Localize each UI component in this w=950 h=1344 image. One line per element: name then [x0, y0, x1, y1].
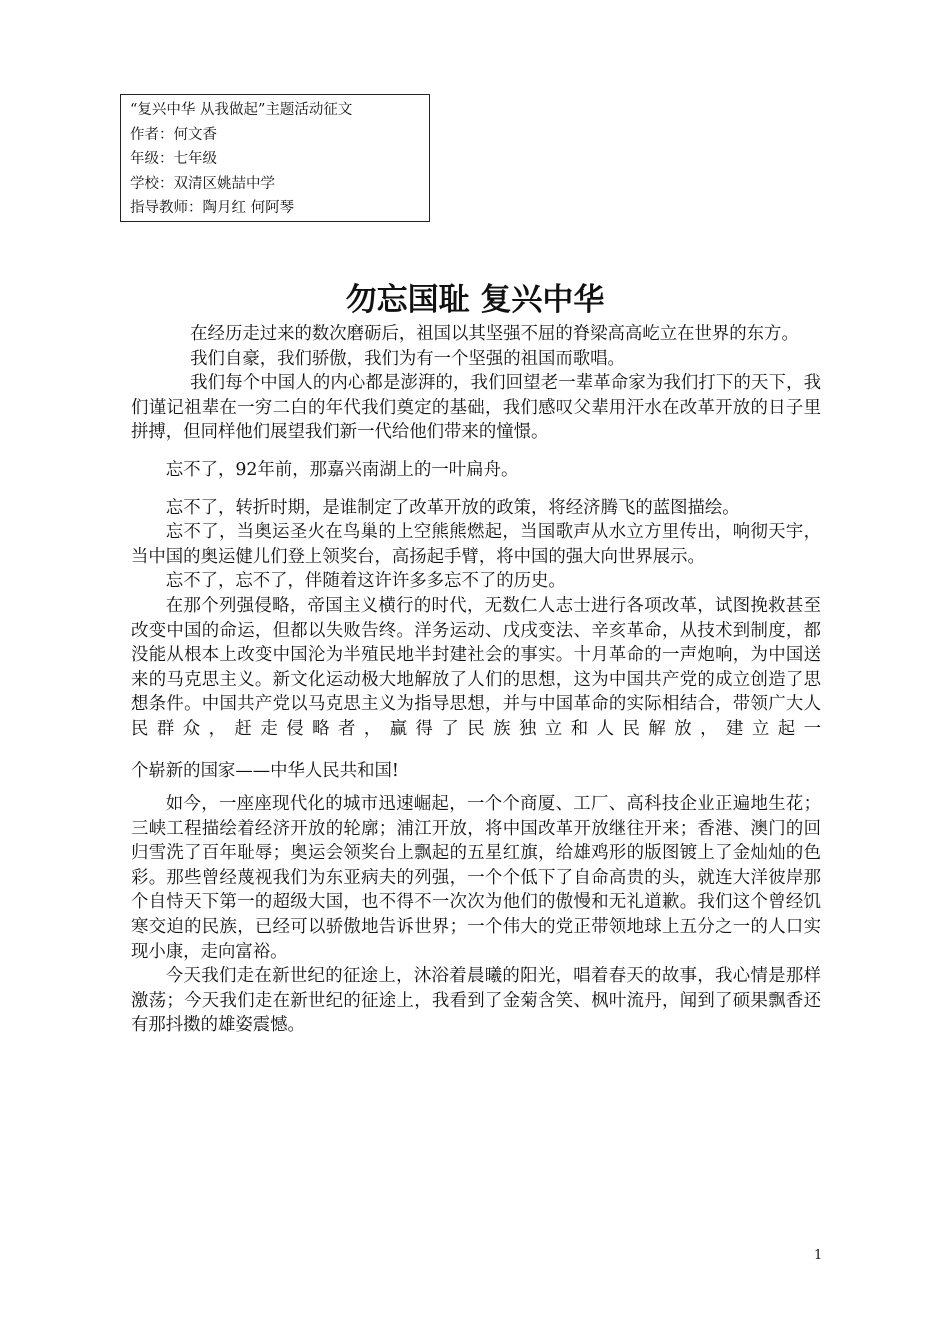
- essay-title: 勿忘国耻 复兴中华: [345, 282, 605, 318]
- paragraph: 个崭新的国家——中华人民共和国!: [131, 760, 399, 781]
- grade-line: 年级：七年级: [130, 151, 217, 167]
- paragraph: 如今，一座座现代化的城市迅速崛起，一个个商厦、工厂、高科技企业正遍地生花；三峡工程描绘着经济开放的轮廓；浦江开放，将中国改革开放继往开来；香港、澳门的回归雪洗了百年耻辱；奥运会领奖台上飘起的五星红旗，给雄鸡形的版图镀上了金灿灿的色彩。那些曾经蔑视我们为东亚病夫的列强，一个个低下了自命高贵的头，就连大洋彼岸那个自恃天下第一的超级大国，也不得不一次次为他们的傲慢和无礼道歉。我们这个曾经饥寒交迫的民族，已经可以骄傲地告诉世界；一个伟大的党正带领地球上五分之一的人口实现小康，走向富裕。: [131, 794, 821, 962]
- essay-body: [131, 322, 821, 1038]
- paragraph: 忘不了，转折时期，是谁制定了改革开放的政策，将经济腾飞的蓝图描绘。: [165, 497, 740, 518]
- author-line: 作者：何文香: [130, 126, 217, 143]
- paragraph: 我们自豪，我们骄傲，我们为有一个坚强的祖国而歌唱。: [190, 348, 625, 369]
- paragraph: 我们每个中国人的内心都是澎湃的，我们回望老一辈革命家为我们打下的天下，我们谨记祖辈在一穷二白的年代我们奠定的基础，我们感叹父辈用汗水在改革开放的日子里拼搏，但同样他们展望我们新一代给他们带来的憧憬。: [131, 373, 821, 443]
- school-line: 学校：双清区姚喆中学: [130, 175, 275, 192]
- contest-title: “复兴中华 从我做起”主题活动征文: [130, 102, 353, 118]
- paragraph: 忘不了，当奥运圣火在鸟巢的上空熊熊燃起，当国歌声从水立方里传出，响彻天宇，当中国的奥运健儿们登上领奖台，高扬起手臂，将中国的强大向世界展示。: [131, 522, 821, 567]
- page-number: 1: [814, 1248, 823, 1263]
- paragraph: 在经历走过来的数次磨砺后，祖国以其坚强不屈的脊梁高高屹立在世界的东方。: [190, 324, 799, 344]
- paragraph: 在那个列强侵略，帝国主义横行的时代，无数仁人志士进行各项改革，试图挽救甚至改变中国的命运，但都以失败告终。洋务运动、戊戌变法、辛亥革命，从技术到制度，都没能从根本上改变中国沦为半殖民地半封建社会的事实。十月革命的一声炮响，为中国送来的马克思主义。新文化运动极大地解放了人们的思想，这为中国共产党的成立创造了思想条件。中国共产党以马克思主义为指导思想，并与中国革命的实际相结合，带领广大人民群众，赶走侵略者，赢得了民族独立和人民解放，建立起一: [131, 595, 821, 739]
- paragraph: 忘不了，忘不了，伴随着这许许多多忘不了的历史。: [165, 571, 566, 592]
- paragraph: 忘不了，92年前，那嘉兴南湖上的一叶扁舟。: [165, 459, 519, 480]
- essay-info-box: [120, 94, 430, 222]
- advisor-line: 指导教师：陶月红 何阿琴: [130, 200, 295, 216]
- paragraph: 今天我们走在新世纪的征途上，沐浴着晨曦的阳光，唱着春天的故事，我心情是那样激荡；今天我们走在新世纪的征途上，我看到了金菊含笑、枫叶流丹，闻到了硕果飘香还有那抖擞的雄姿震憾。: [131, 966, 821, 1036]
